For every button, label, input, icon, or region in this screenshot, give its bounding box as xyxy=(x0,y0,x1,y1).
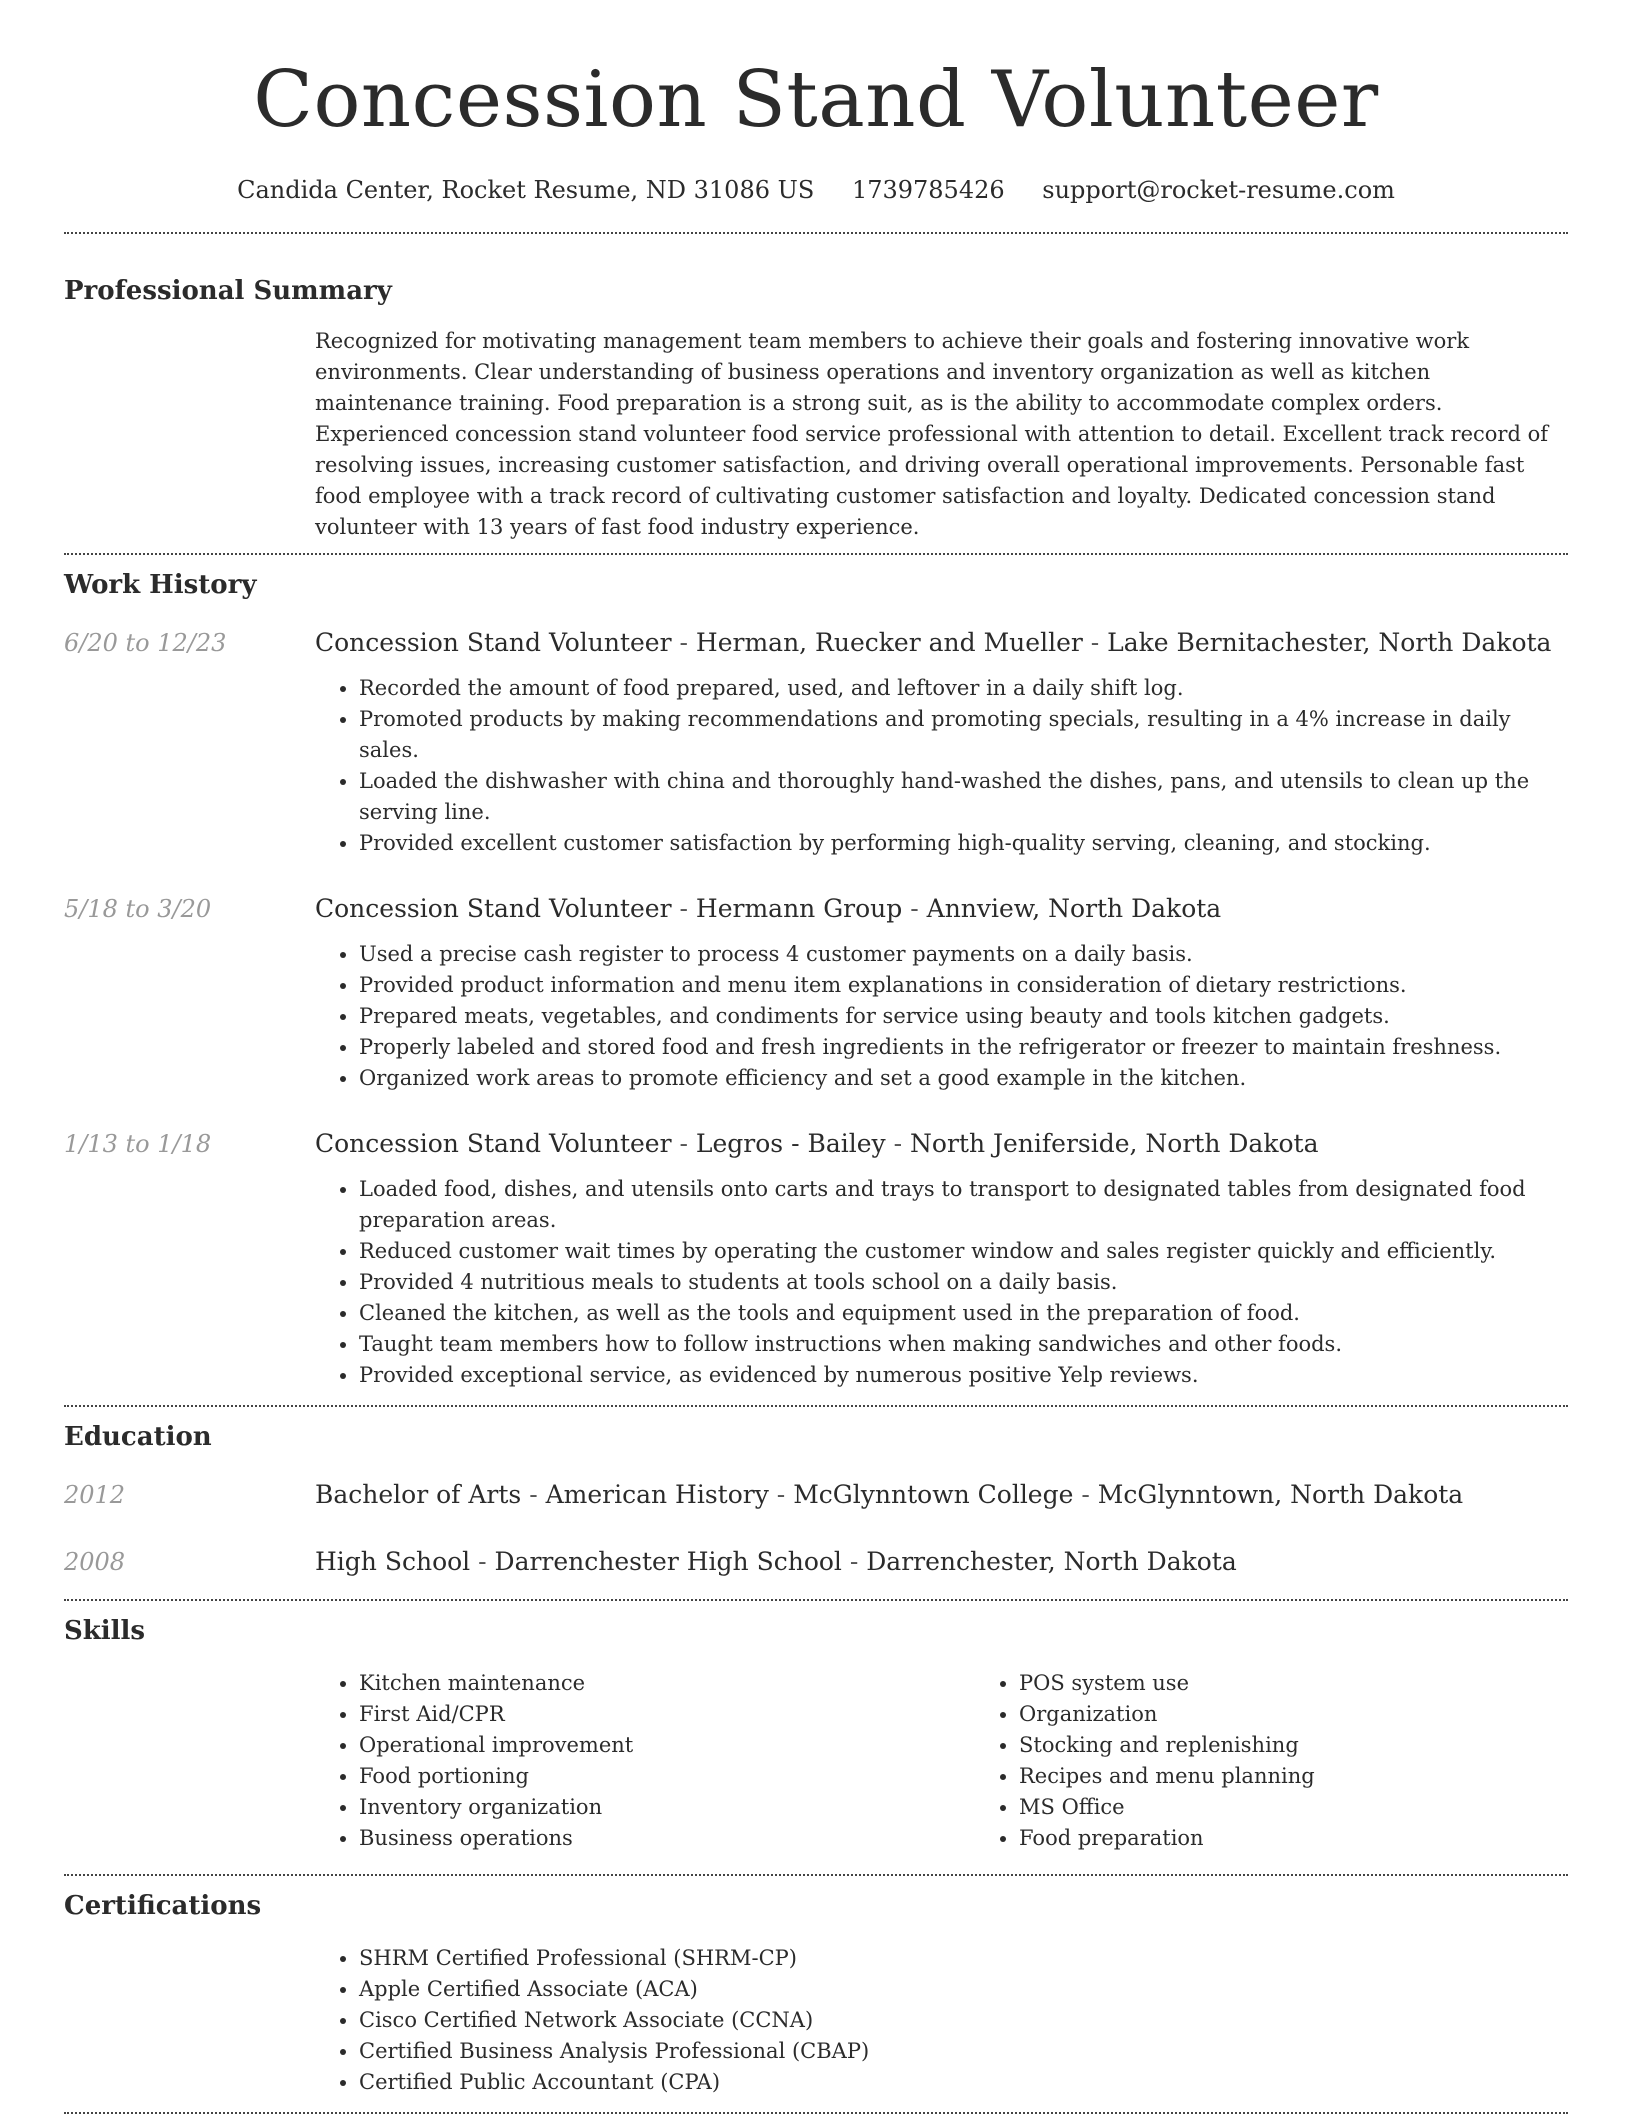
summary-text: Recognized for motivating management team members to achieve their goals and fostering innovative work environments. Clear understanding of business operations and inventory organization as well as kitchen maintenance training. Food preparation is a strong suit, as is the ability to accommodate complex orders. Experienced concession stand volunteer food service professional with attention to detail. Excellent track record of resolving issues, increasing customer satisfaction, and driving overall operational improvements. Personable fast food employee with a track record of cultivating customer satisfaction and loyalty. Dedicated concession stand volunteer with 13 years of fast food industry experience. xyxy=(315,329,1549,539)
job-entry xyxy=(64,626,1568,859)
job-entry xyxy=(64,1127,1568,1391)
skills-list-right xyxy=(975,1668,1632,1854)
list-item: • Cisco Certified Network Associate (CCNA) xyxy=(359,2005,1568,2036)
list-item: • Reduced customer wait times by operating the customer window and sales register quickly and efficiently. xyxy=(359,1236,1568,1267)
education-year: 2012 xyxy=(64,1481,126,1509)
contact-email: support@rocket-resume.com xyxy=(1042,176,1395,204)
list-item: • Loaded food, dishes, and utensils onto carts and trays to transport to designated tables from designated food preparation areas. xyxy=(359,1174,1568,1236)
job-title: Concession Stand Volunteer - Hermann Group - Annview, North Dakota xyxy=(315,894,1222,923)
job-role: Concession Stand Volunteer xyxy=(315,628,672,657)
list-item: • Business operations xyxy=(359,1823,975,1854)
job-dates: 5/18 to 3/20 xyxy=(64,895,212,923)
list-item: • SHRM Certified Professional (SHRM-CP) xyxy=(359,1943,1568,1974)
job-bullets xyxy=(315,1174,1568,1391)
job-bullets xyxy=(315,939,1568,1094)
job-dates: 6/20 to 12/23 xyxy=(64,629,227,657)
job-entry xyxy=(64,892,1568,1094)
list-item: • Operational improvement xyxy=(359,1730,975,1761)
job-dates: 1/13 to 1/18 xyxy=(64,1130,212,1158)
divider xyxy=(64,1874,1568,1876)
section-title-education: Education xyxy=(64,1422,212,1452)
list-item: • Provided exceptional service, as evidenced by numerous positive Yelp reviews. xyxy=(359,1360,1568,1391)
list-item: • Cleaned the kitchen, as well as the tools and equipment used in the preparation of food. xyxy=(359,1298,1568,1329)
list-item: • MS Office xyxy=(1019,1792,1632,1823)
list-item: • Taught team members how to follow instructions when making sandwiches and other foods. xyxy=(359,1329,1568,1360)
list-item: • Used a precise cash register to process 4 customer payments on a daily basis. xyxy=(359,939,1568,970)
summary-row xyxy=(64,326,1568,543)
section-title-skills: Skills xyxy=(64,1616,146,1646)
list-item: • Inventory organization xyxy=(359,1792,975,1823)
list-item: • Properly labeled and stored food and fresh ingredients in the refrigerator or freezer to maintain freshness. xyxy=(359,1032,1568,1063)
education-entry xyxy=(64,1478,1568,1512)
section-title-certifications: Certifications xyxy=(64,1891,262,1921)
job-location: North Jeniferside, North Dakota xyxy=(910,1129,1319,1158)
list-item: • Prepared meats, vegetables, and condiments for service using beauty and tools kitchen gadgets. xyxy=(359,1001,1568,1032)
job-role: Concession Stand Volunteer xyxy=(315,1129,672,1158)
list-item: • Apple Certified Associate (ACA) xyxy=(359,1974,1568,2005)
list-item: • Food preparation xyxy=(1019,1823,1632,1854)
list-item: • Recorded the amount of food prepared, used, and leftover in a daily shift log. xyxy=(359,673,1568,704)
list-item: • Certified Public Accountant (CPA) xyxy=(359,2067,1568,2098)
education-year: 2008 xyxy=(64,1548,126,1576)
list-item: • Recipes and menu planning xyxy=(1019,1761,1632,1792)
job-role: Concession Stand Volunteer xyxy=(315,894,672,923)
contact-address: Candida Center, Rocket Resume, ND 31086 US xyxy=(237,176,815,204)
list-item: • Certified Business Analysis Professional (CBAP) xyxy=(359,2036,1568,2067)
job-title: Concession Stand Volunteer - Herman, Ruecker and Mueller - Lake Bernitachester, North Dakota xyxy=(315,628,1552,657)
list-item: • Stocking and replenishing xyxy=(1019,1730,1632,1761)
education-title: Bachelor of Arts - American History - McGlynntown College - McGlynntown, North Dakota xyxy=(315,1480,1464,1509)
list-item: • Food portioning xyxy=(359,1761,975,1792)
education-entry xyxy=(64,1545,1568,1579)
divider xyxy=(64,1405,1568,1407)
certifications-list xyxy=(315,1943,1568,2098)
list-item: • Provided product information and menu item explanations in consideration of dietary restrictions. xyxy=(359,970,1568,1001)
list-item: • Kitchen maintenance xyxy=(359,1668,975,1699)
job-company: Legros - Bailey xyxy=(695,1129,886,1158)
list-item: • Provided excellent customer satisfaction by performing high-quality serving, cleaning, and stocking. xyxy=(359,828,1568,859)
divider xyxy=(64,1599,1568,1601)
job-company: Herman, Ruecker and Mueller xyxy=(695,628,1083,657)
list-item: • Organization xyxy=(1019,1699,1632,1730)
education-title: High School - Darrenchester High School - Darrenchester, North Dakota xyxy=(315,1547,1237,1576)
divider xyxy=(64,232,1568,234)
contact-phone: 1739785426 xyxy=(851,176,1005,204)
skills-row xyxy=(64,1668,1568,1854)
section-title-work: Work History xyxy=(64,570,257,600)
contact-line xyxy=(64,174,1568,206)
job-location: Lake Bernitachester, North Dakota xyxy=(1107,628,1552,657)
list-item: • First Aid/CPR xyxy=(359,1699,975,1730)
skills-list-left xyxy=(315,1668,975,1854)
list-item: • Organized work areas to promote efficiency and set a good example in the kitchen. xyxy=(359,1063,1568,1094)
job-location: Annview, North Dakota xyxy=(926,894,1222,923)
divider xyxy=(64,553,1568,555)
job-company: Hermann Group xyxy=(695,894,903,923)
list-item: • Promoted products by making recommendations and promoting specials, resulting in a 4% increase in daily sales. xyxy=(359,704,1568,766)
job-bullets xyxy=(315,673,1568,859)
job-title: Concession Stand Volunteer - Legros - Bailey - North Jeniferside, North Dakota xyxy=(315,1129,1319,1158)
list-item: • Provided 4 nutritious meals to students at tools school on a daily basis. xyxy=(359,1267,1568,1298)
page-title: Concession Stand Volunteer xyxy=(253,55,1379,145)
section-title-summary: Professional Summary xyxy=(64,276,392,306)
list-item: • POS system use xyxy=(1019,1668,1632,1699)
certifications-row xyxy=(64,1943,1568,2098)
list-item: • Loaded the dishwasher with china and thoroughly hand-washed the dishes, pans, and utensils to clean up the serving line. xyxy=(359,766,1568,828)
